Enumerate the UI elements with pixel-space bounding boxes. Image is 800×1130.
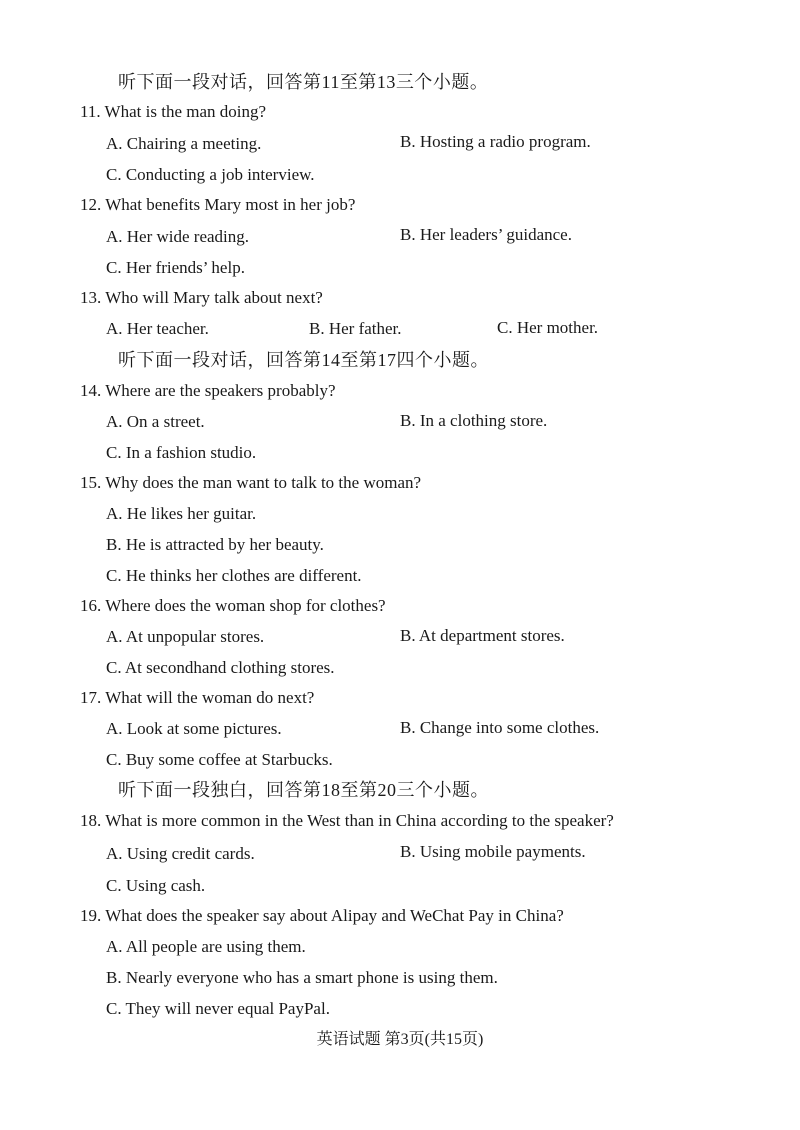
option-a: A. Her wide reading. (106, 227, 250, 246)
option-a: A. Look at some pictures. (106, 719, 282, 738)
option-c: C. Conducting a job interview. (106, 165, 315, 184)
section-instruction: 听下面一段对话，回答第11至第13三个小题。 (118, 72, 489, 92)
option-a: A. He likes her guitar. (106, 504, 257, 523)
option-b: B. Hosting a radio program. (400, 132, 591, 151)
question-stem: 11. What is the man doing? (80, 102, 267, 121)
option-b: B. Her leaders’ guidance. (400, 225, 572, 244)
option-b: B. Using mobile payments. (400, 842, 586, 861)
option-a: A. Using credit cards. (106, 844, 255, 863)
option-a: A. At unpopular stores. (106, 627, 265, 646)
option-b: B. Nearly everyone who has a smart phone is using them. (106, 968, 498, 987)
option-b: B. Change into some clothes. (400, 718, 600, 737)
option-b: B. In a clothing store. (400, 411, 548, 430)
question-stem: 13. Who will Mary talk about next? (80, 288, 323, 307)
question-stem: 17. What will the woman do next? (80, 688, 315, 707)
question-stem: 18. What is more common in the West than in China according to the speaker? (80, 811, 614, 830)
option-a: A. On a street. (106, 412, 205, 431)
option-c: C. Her friends’ help. (106, 258, 245, 277)
question-stem: 14. Where are the speakers probably? (80, 381, 336, 400)
option-c: C. Her mother. (497, 318, 599, 337)
option-b: B. At department stores. (400, 626, 565, 645)
section-instruction: 听下面一段独白，回答第18至第20三个小题。 (118, 780, 489, 800)
option-a: A. All people are using them. (106, 937, 306, 956)
option-c: C. He thinks her clothes are different. (106, 566, 362, 585)
option-c: C. Using cash. (106, 876, 206, 895)
section-instruction: 听下面一段对话，回答第14至第17四个小题。 (118, 350, 489, 370)
option-c: C. Buy some coffee at Starbucks. (106, 750, 333, 769)
option-a: A. Chairing a meeting. (106, 134, 262, 153)
option-c: C. At secondhand clothing stores. (106, 658, 335, 677)
option-b: B. Her father. (309, 319, 402, 338)
question-stem: 16. Where does the woman shop for clothes? (80, 596, 386, 615)
question-stem: 15. Why does the man want to talk to the woman? (80, 473, 422, 492)
option-b: B. He is attracted by her beauty. (106, 535, 324, 554)
option-c: C. They will never equal PayPal. (106, 999, 330, 1018)
page-footer: 英语试题 第3页(共15页) (316, 1031, 484, 1048)
option-c: C. In a fashion studio. (106, 443, 257, 462)
question-stem: 12. What benefits Mary most in her job? (80, 195, 356, 214)
option-a: A. Her teacher. (106, 319, 209, 338)
question-stem: 19. What does the speaker say about Alipay and WeChat Pay in China? (80, 906, 564, 925)
